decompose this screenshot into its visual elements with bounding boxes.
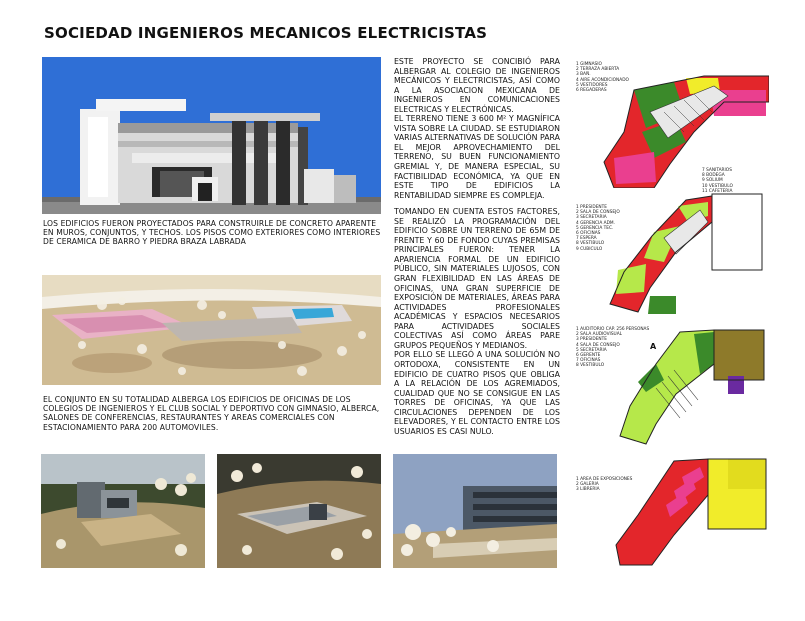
plan-2-drawing (604, 192, 764, 320)
plan-2-legend: 1 PRESIDENTE 2 SALA DE CONSEJO 3 SECRETARIA 4 GERENCIA ADM. 5 GERENCIA TEC. 6 OFICINAS 7 ESPERA 8 VESTIBULO 9 CUBICULO (576, 205, 620, 252)
paragraph-3: TOMANDO EN CUENTA ESTOS FACTORES, SE REALIZÓ LA PROGRAMACIÓN DEL EDIFICIO SOBRE UN TERRENO DE 65M DE FRENTE Y 60 DE FONDO CUYAS PREMISAS PRINCIPALES FUERON: TENER LA APARIENCIA FORMAL DE UN EDIFICIO PÚBLICO, SIN MATERIALES LUJOSOS, CON GRAN FLEXIBILIDAD EN LAS ÁREAS DE OFICINAS, UNA GRAN SUPERFICIE DE EXPOSICIÓN DE MATERIALES, ÁREAS PARA ACTIVIDADES PROFESIONALES ACADÉMICAS Y ESPACIOS NECESARIOS PARA ACTIVIDADES SOCIALES COLECTIVAS ASÍ COMO ÁREAS PARE GRUPOS PEQUEÑOS Y MEDIANOS. (394, 207, 560, 350)
model-caption: EL CONJUNTO EN SU TOTALIDAD ALBERGA LOS EDIFICIOS DE OFICINAS DE LOS COLEGIOS DE INGENIEROS Y EL CLUB SOCIAL Y DEPORTIVO CON GIMNASIO, ALBERCA, SALONES DE CONFERENCIAS, RESTAURANTES Y AREAS COMERCIALES CON ESTACIONAMIENTO PARA 200 AUTOMOVILES. (43, 395, 380, 432)
page-title: SOCIEDAD INGENIEROS MECANICOS ELECTRICISTAS (44, 24, 488, 42)
model-photo-right (393, 454, 557, 568)
plan-1-drawing (594, 72, 769, 188)
paragraph-4: POR ELLO SE LLEGÓ A UNA SOLUCIÓN NO ORTODOXA, CONSISTENTE EN UN EDIFICIO DE CUATRO PISOS QUE OBLIGA A LA RELACIÓN DE LOS AGREMIADOS, CUALIDAD QUE NO SE CONSIGUE EN LAS TORRES DE OFICINAS, YA QUE LAS CIRCULACIONES DEPENDEN DE LOS ELEVADORES, Y EL CONTACTO ENTRE LOS USUARIOS ES CASI NULO. (394, 350, 560, 436)
plan-1-legend: 1 GIMNASIO 2 TERRAZA ABIERTA 3 BAÑ. 4 AIRE ACONDICIONADO 5 VESTIDORES 6 REGADERAS (576, 62, 629, 94)
paragraph-2: EL TERRENO TIENE 3 600 M² Y MAGNÍFICA VISTA SOBRE LA CIUDAD. SE ESTUDIARON VARIAS ALTERNATIVAS DE SOLUCIÓN PARA EL MEJOR APROVECHAMIENTO DEL TERRENO, SU BUEN FUNCIONAMIENTO GREMIAL Y, DE MANERA ESPECIAL, SU FACTIBILIDAD ECONÓMICA, YA QUE EN ESTE TIPO DE EDIFICIOS LA RENTABILIDAD SIEMPRE ES COMPLEJA. (394, 114, 560, 200)
facade-elevation-image (42, 57, 381, 214)
paragraph-1: ESTE PROYECTO SE CONCIBIÓ PARA ALBERGAR AL COLEGIO DE INGENIEROS MECÁNICOS Y ELECTRICISTAS, ASÍ COMO A LA ASOCIACION MEXICANA DE INGENIEROS EN COMUNICACIONES ELECTRICAS Y ELECTRÓNICAS. (394, 57, 560, 114)
model-photo-left (41, 454, 205, 568)
description-column (394, 57, 560, 443)
section-marker: A (650, 342, 657, 351)
plan-4-drawing (608, 455, 768, 569)
facade-caption: LOS EDIFICIOS FUERON PROYECTADOS PARA CONSTRUIRLE DE CONCRETO APARENTE EN MUROS, CONJUNTOS, Y TECHOS. LOS PISOS COMO EXTERIORES COMO INTERIORES DE CERAMICA DE BARRO Y PIEDRA BRAZA LABRADA (43, 219, 381, 247)
plan-1-legend-secondary: 7 SANITARIOS 8 BODEGA 9 SOLIUM 10 VESTIBULO 11 CAFETERIA (702, 168, 733, 194)
model-aerial-image (42, 275, 381, 385)
model-photo-center (217, 454, 381, 568)
plan-4-legend: 1 AREA DE EXPOSICIONES 2 GALERIA 3 LIBRERIA (576, 477, 633, 493)
plan-3-legend: 1 AUDITORIO CAP. 256 PERSONAS 2 SALA AUDIOVISUAL 3 PRESIDENTE 4 SALA DE CONSEJO 5 SECRETARIA 6 GERENTE 7 OFICINAS 8 VESTIBULO (576, 327, 650, 369)
plan-3-drawing (616, 328, 766, 446)
